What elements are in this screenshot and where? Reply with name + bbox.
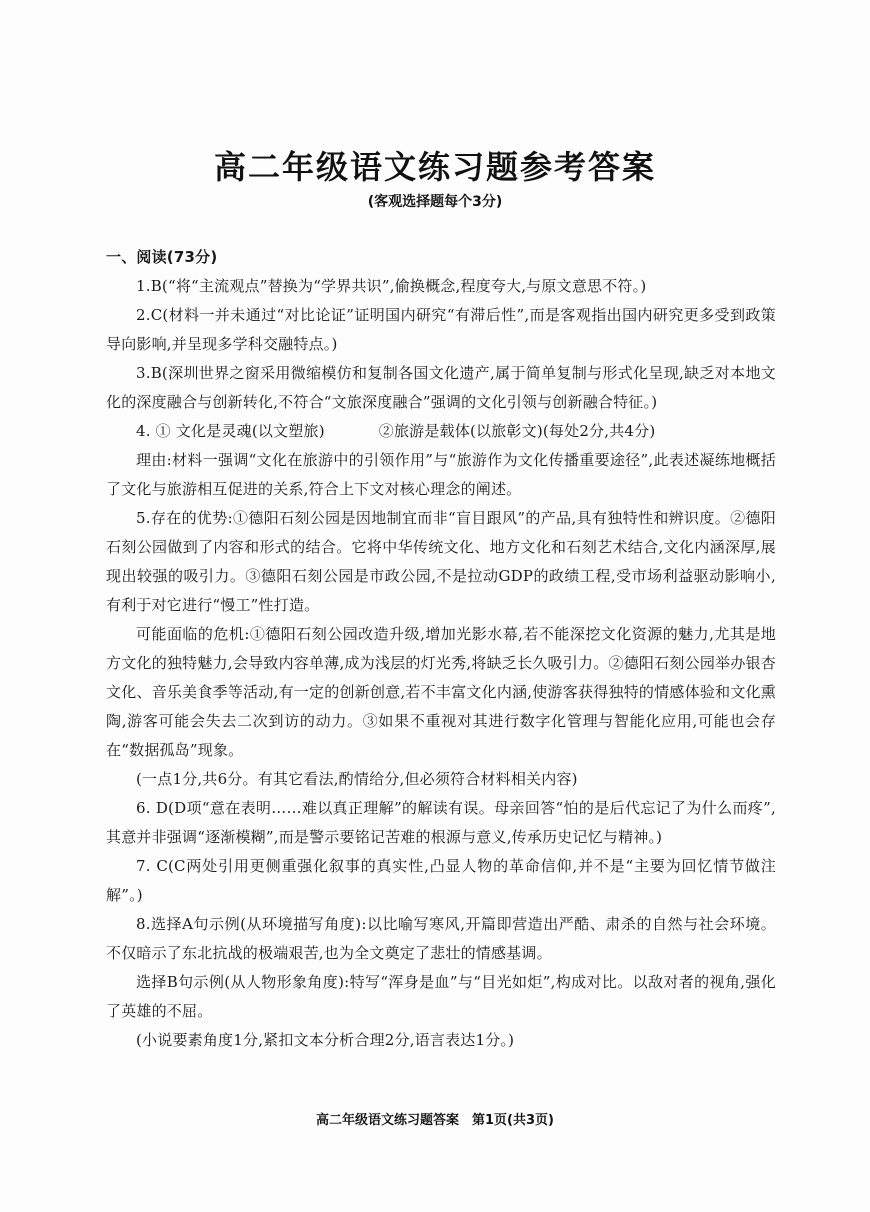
answer-3: 3.B(深圳世界之窗采用微缩模仿和复制各国文化遗产,属于简单复制与形式化呈现,缺乏对本地文化的深度融合与创新转化,不符合“文旅深度融合”强调的文化引领与创新融合特征。)	[106, 364, 776, 411]
answer-5-advantages: 5.存在的优势:①德阳石刻公园是因地制宜而非“盲目跟风”的产品,具有独特性和辨识度。②德阳石刻公园做到了内容和形式的结合。它将中华传统文化、地方文化和石刻艺术结合,文化内涵深厚,展现出较强的吸引力。③德阳石刻公园是市政公园,不是拉动GDP的政绩工程,受市场利益驱动影响小,有利于对它进行“慢工”性打造。	[106, 509, 776, 614]
answer-4	[106, 417, 776, 446]
page-title: 高二年级语文练习题参考答案	[213, 148, 656, 186]
answer-content	[106, 243, 776, 1055]
answer-2: 2.C(材料一并未通过“对比论证”证明国内研究“有滞后性”,而是客观指出国内研究更多受到政策导向影响,并呈现多学科交融特点。)	[106, 306, 776, 353]
page-footer: 高二年级语文练习题答案 第1页(共3页)	[316, 1113, 554, 1128]
answer-5-scoring: (一点1分,共6分。有其它看法,酌情给分,但必须符合材料相关内容)	[136, 770, 578, 788]
answer-8-scoring: (小说要素角度1分,紧扣文本分析合理2分,语言表达1分。)	[136, 1031, 515, 1049]
answer-8-b: 选择B句示例(从人物形象角度):特写“浑身是血”与“目光如炬”,构成对比。以敌对者的视角,强化了英雄的不屈。	[106, 973, 776, 1020]
answer-6: 6. D(D项“意在表明……难以真正理解”的解读有误。母亲回答“怕的是后代忘记了为什么而疼”,其意并非强调“逐渐模糊”,而是警示要铭记苦难的根源与意义,传承历史记忆与精神。)	[106, 799, 776, 846]
answer-8-a: 8.选择A句示例(从环境描写角度):以比喻写寒风,开篇即营造出严酷、肃杀的自然与社会环境。不仅暗示了东北抗战的极端艰苦,也为全文奠定了悲壮的情感基调。	[106, 915, 776, 962]
page-subtitle: (客观选择题每个3分)	[367, 194, 503, 210]
answer-4-reason: 理由:材料一强调“文化在旅游中的引领作用”与“旅游作为文化传播重要途径”,此表述凝练地概括了文化与旅游相互促进的关系,符合上下文对核心理念的阐述。	[106, 451, 776, 498]
section-heading: 一、阅读(73分)	[106, 248, 218, 266]
answer-7: 7. C(C两处引用更侧重强化叙事的真实性,凸显人物的革命信仰,并不是“主要为回忆情节做注解”。)	[106, 857, 776, 904]
answer-5-risks: 可能面临的危机:①德阳石刻公园改造升级,增加光影水幕,若不能深挖文化资源的魅力,尤其是地方文化的独特魅力,会导致内容单薄,成为浅层的灯光秀,将缺乏长久吸引力。②德阳石刻公园举办银杏文化、音乐美食季等活动,有一定的创新创意,若不丰富文化内涵,使游客获得独特的情感体验和文化熏陶,游客可能会失去二次到访的动力。③如果不重视对其进行数字化管理与智能化应用,可能也会存在“数据孤岛”现象。	[106, 625, 776, 759]
answer-1: 1.B(“将“主流观点”替换为“学界共识”,偷换概念,程度夸大,与原文意思不符。)	[136, 277, 647, 295]
answer-4-part2: ②旅游是载体(以旅彰文)(每处2分,共4分)	[378, 422, 656, 440]
answer-4-part1: 4. ① 文化是灵魂(以文塑旅)	[136, 422, 325, 440]
